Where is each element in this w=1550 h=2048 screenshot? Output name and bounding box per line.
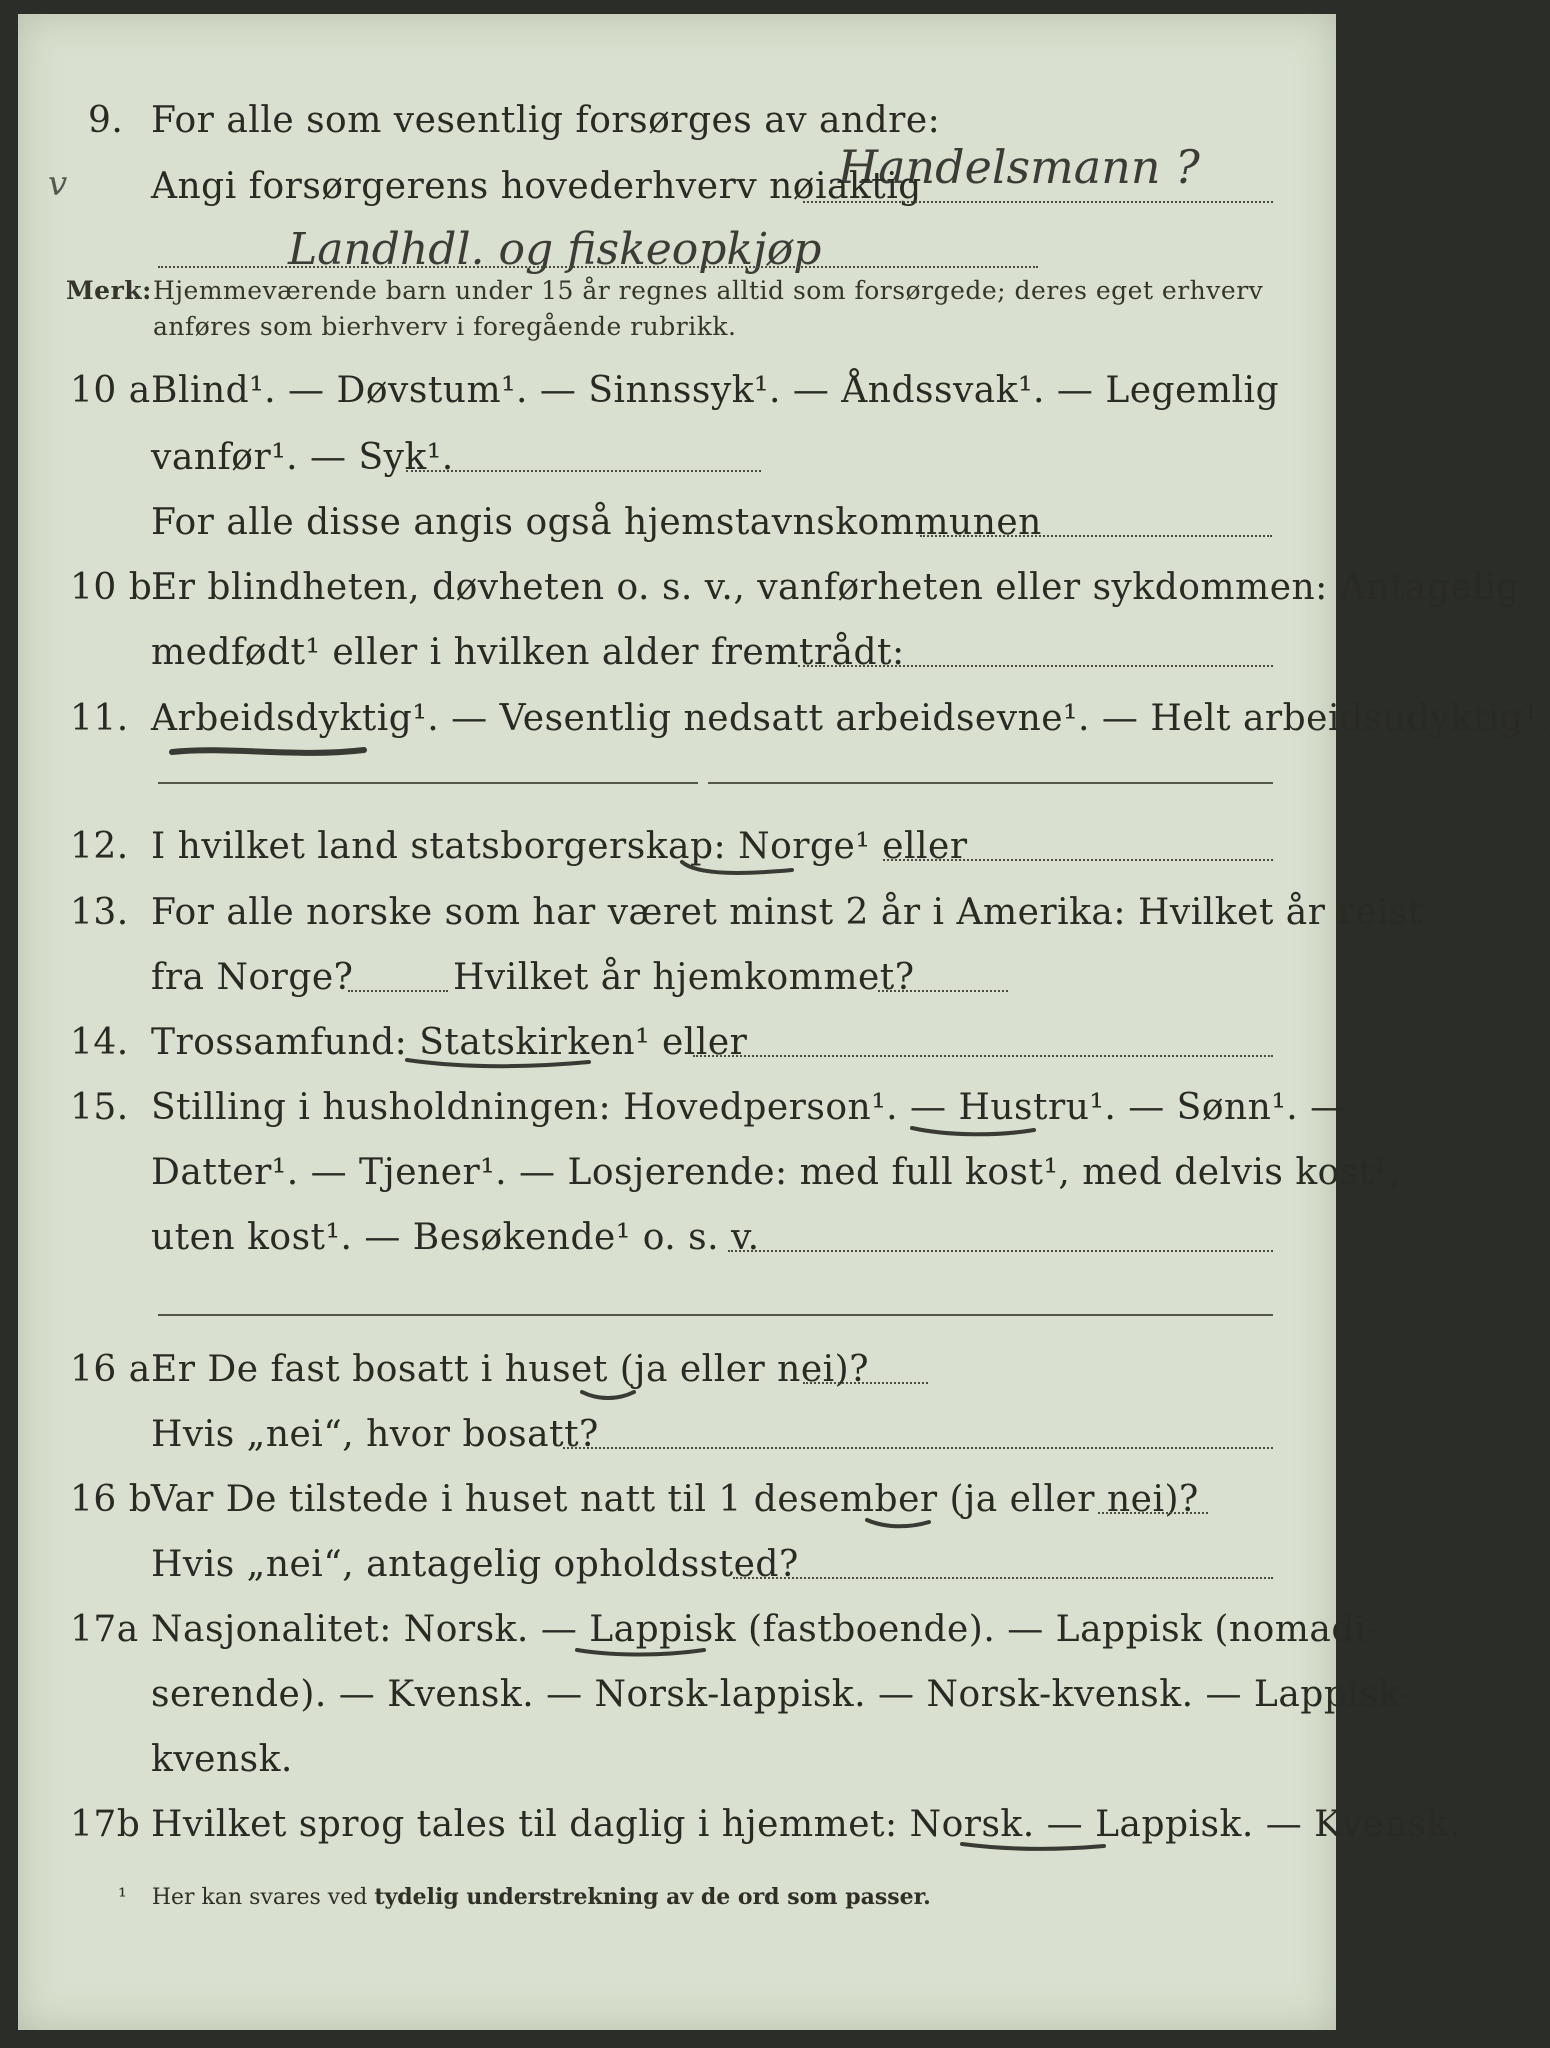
q11-number: 11. — [70, 698, 129, 739]
q9-line2: Angi forsørgerens hovederhverv nøiaktig — [151, 166, 922, 207]
q17a-lappisk-underline — [573, 1642, 708, 1662]
q15-line1: Stilling i husholdningen: Hovedperson¹. — Hustru¹. — Sønn¹. — — [151, 1087, 1347, 1128]
q13-number: 13. — [70, 892, 129, 933]
q14-number: 14. — [70, 1022, 129, 1063]
q10a-hjemstavn-answer-line — [920, 535, 1272, 537]
q16b-answer-line — [1098, 1512, 1208, 1514]
q13-line1: For alle norske som har været minst 2 år i Amerika: Hvilket år reist — [151, 892, 1423, 933]
q9-number: 9. — [88, 100, 124, 141]
q13-line2a: fra Norge? — [151, 957, 354, 998]
q12-norge-underline — [678, 856, 798, 880]
q17b-number: 17b — [70, 1804, 141, 1845]
q16a-line2: Hvis „nei“, hvor bosatt? — [151, 1414, 599, 1455]
q16a-ja-underline — [578, 1386, 638, 1406]
q11-answer-line-b — [708, 782, 1273, 784]
q15-answer-line — [728, 1250, 1273, 1252]
q15-line2: Datter¹. — Tjener¹. — Losjerende: med full kost¹, med delvis kost¹, — [151, 1152, 1401, 1193]
q11-line1: Arbeidsdyktig¹. — Vesentlig nedsatt arbeidsevne¹. — Helt arbeidsudyktig¹. — [151, 698, 1550, 739]
q17a-line2: serende). — Kvensk. — Norsk-lappisk. — Norsk-kvensk. — Lappisk- — [151, 1674, 1413, 1715]
footnote — [118, 1884, 931, 1910]
q10a-number: 10 a — [70, 370, 151, 411]
q11-arbeidsdyktig-underline — [168, 740, 368, 764]
q13-line2b: Hvilket år hjemkommet? — [453, 957, 915, 998]
q10a-line2: vanfør¹. — Syk¹. — [151, 437, 454, 478]
merk-line2: anføres som bierhverv i foregående rubrikk. — [153, 312, 737, 341]
q10a-line3: For alle disse angis også hjemstavnskommunen — [151, 502, 1042, 543]
q12-answer-line — [883, 859, 1273, 861]
q10a-syk-answer-line — [406, 470, 761, 472]
q15-separator — [158, 1314, 1273, 1316]
q17a-number: 17a — [70, 1609, 139, 1650]
merk-line1: Hjemmeværende barn under 15 år regnes alltid som forsørgede; deres eget erhverv — [153, 276, 1264, 305]
q16a-answer-line — [803, 1382, 928, 1384]
q17a-line1: Nasjonalitet: Norsk. — Lappisk (fastboende). — Lappisk (nomadi- — [151, 1609, 1380, 1650]
merk-label: Merk: — [66, 276, 152, 305]
footnote-mark: ¹ — [118, 1885, 127, 1910]
q9-line1: For alle som vesentlig forsørges av andre: — [151, 100, 941, 141]
q16a-bosatt-answer-line — [563, 1447, 1273, 1449]
q9-answer-line2 — [158, 266, 1038, 268]
q9-handwritten-answer1: Handelsmann ? — [838, 140, 1200, 194]
footnote-text: Her kan svares ved — [151, 1885, 368, 1910]
q14-answer-line — [693, 1055, 1273, 1057]
q13-reist-answer-line — [348, 990, 448, 992]
q16b-number: 16 b — [70, 1479, 153, 1520]
q10b-number: 10 b — [70, 567, 153, 608]
q15-hustru-underline — [908, 1122, 1038, 1142]
q16b-ja-underline — [863, 1514, 933, 1534]
q15-number: 15. — [70, 1087, 129, 1128]
q16a-line1: Er De fast bosatt i huset (ja eller nei)? — [151, 1349, 870, 1390]
q11-answer-line-a — [158, 782, 698, 784]
q16a-number: 16 a — [70, 1349, 151, 1390]
q13-hjemkommet-answer-line — [878, 990, 1008, 992]
q17b-line1: Hvilket sprog tales til daglig i hjemmet: Norsk. — Lappisk. — Kvensk. — [151, 1804, 1462, 1845]
q14-statskirken-underline — [403, 1054, 593, 1074]
q10b-line1: Er blindheten, døvheten o. s. v., vanførheten eller sykdommen: Antagelig — [151, 567, 1520, 608]
q17a-line3: kvensk. — [151, 1739, 293, 1780]
q9-answer-line1 — [803, 201, 1273, 203]
q12-number: 12. — [70, 826, 129, 867]
q12-line1: I hvilket land statsborgerskap: Norge¹ eller — [151, 826, 968, 867]
margin-checkmark: v — [48, 164, 68, 204]
q16b-line2: Hvis „nei“, antagelig opholdssted? — [151, 1544, 799, 1585]
q9-handwritten-answer2: Landhdl. og fiskeopkjøp — [288, 224, 822, 275]
q10a-line1: Blind¹. — Døvstum¹. — Sinnssyk¹. — Åndssvak¹. — Legemlig — [151, 370, 1280, 411]
q10b-answer-line — [798, 665, 1273, 667]
footnote-bold-text: tydelig understrekning av de ord som passer. — [374, 1884, 931, 1910]
q16b-opholdssted-answer-line — [733, 1577, 1273, 1579]
q17b-lappisk-underline — [958, 1836, 1108, 1856]
census-form-sheet — [18, 14, 1550, 2030]
q15-line3: uten kost¹. — Besøkende¹ o. s. v. — [151, 1217, 760, 1258]
q10b-line2: medfødt¹ eller i hvilken alder fremtrådt: — [151, 632, 905, 673]
q14-line1: Trossamfund: Statskirken¹ eller — [151, 1022, 748, 1063]
q16b-line1: Var De tilstede i huset natt til 1 desember (ja eller nei)? — [151, 1479, 1199, 1520]
